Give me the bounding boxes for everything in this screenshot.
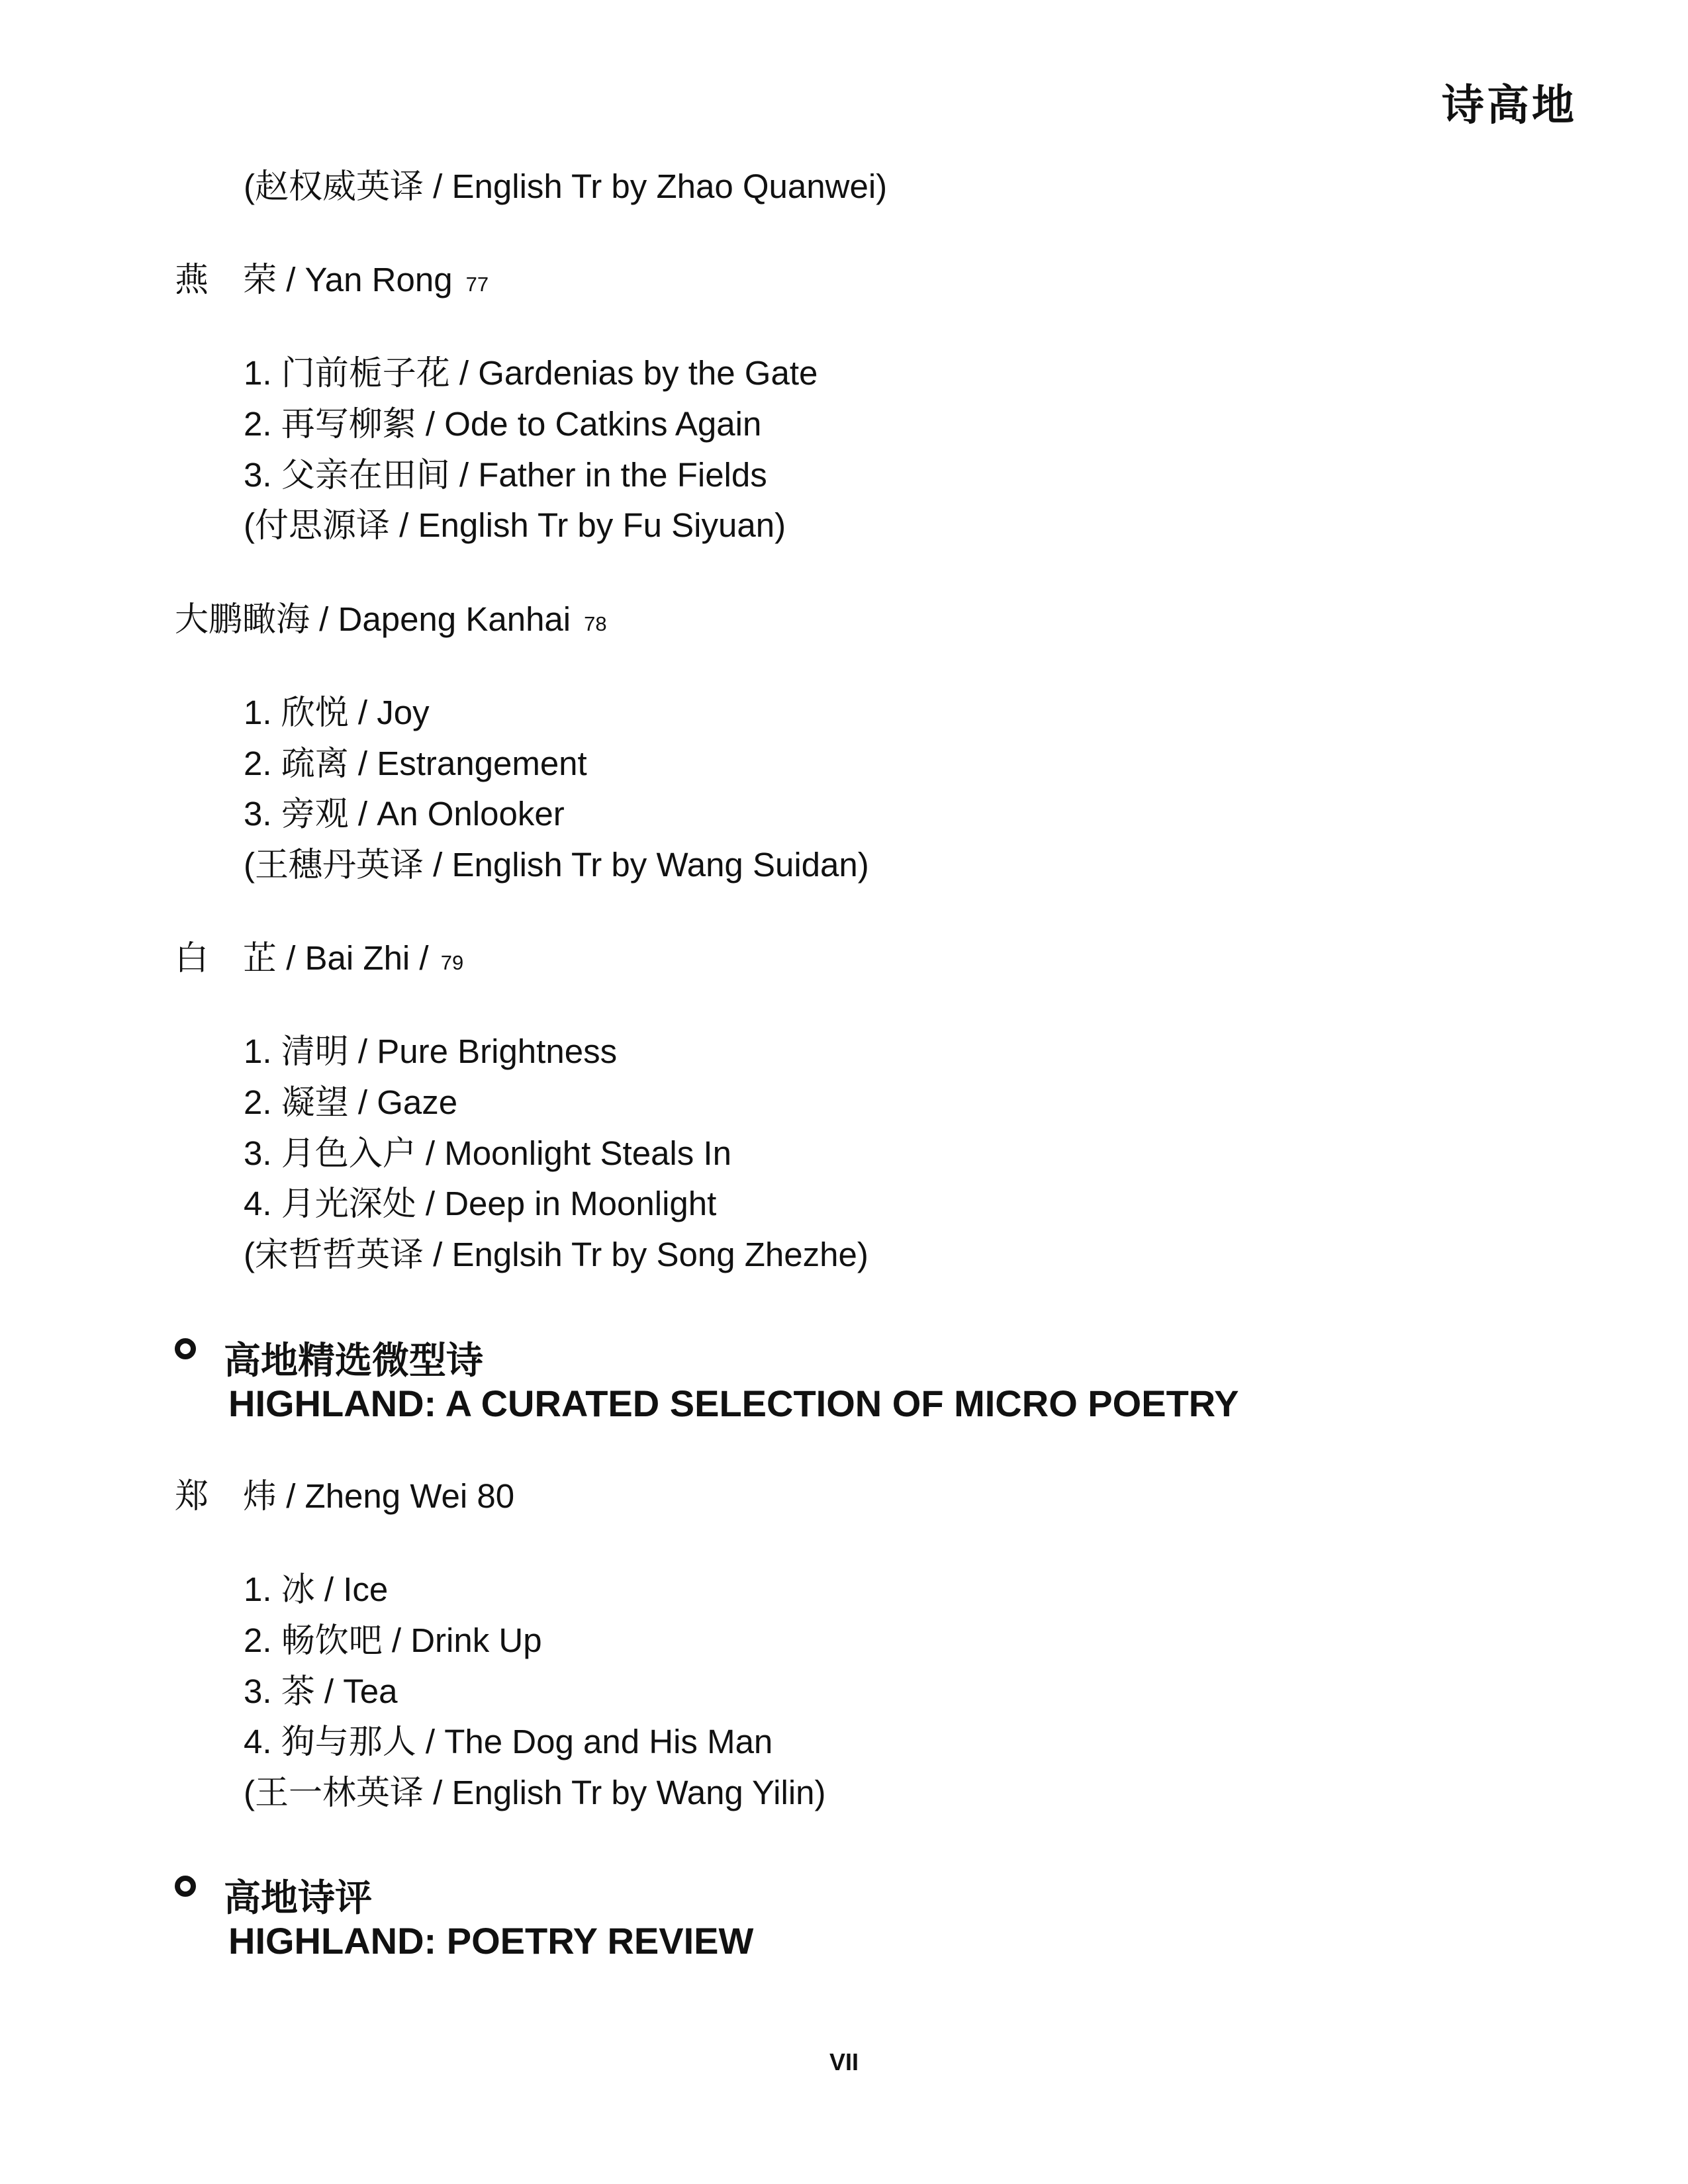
poem-item[interactable]: 2. 凝望 / Gaze (244, 1083, 458, 1121)
translator-credit: (王穗丹英译 / English Tr by Wang Suidan) (244, 846, 869, 884)
poem-item[interactable]: 3. 月色入户 / Moonlight Steals In (244, 1134, 731, 1172)
poem-item[interactable]: 2. 畅饮吧 / Drink Up (244, 1621, 542, 1659)
poet-name-zh-second: 炜 (243, 1477, 277, 1515)
poem-item[interactable]: 1. 欣悦 / Joy (244, 694, 430, 731)
section-bullet-icon (175, 1876, 196, 1897)
section-bullet-icon (175, 1338, 196, 1359)
poet-name-zh-second: 芷 (243, 939, 277, 977)
poem-item[interactable]: 2. 疏离 / Estrangement (244, 745, 587, 782)
poet-entry-dapeng-kanhai[interactable] (175, 602, 607, 636)
page-ref: 79 (440, 951, 464, 974)
journal-title: 诗高地 (1442, 81, 1577, 130)
poet-entry-bai-zhi[interactable] (175, 941, 463, 975)
poet-entry-zheng-wei[interactable] (175, 1479, 514, 1513)
poet-name-en: / Bai Zhi / (277, 939, 438, 977)
translator-credit: (王一林英译 / English Tr by Wang Yilin) (244, 1774, 826, 1811)
section-heading-en: HIGHLAND: A CURATED SELECTION OF MICRO POETRY (228, 1383, 1239, 1424)
poem-item[interactable]: 3. 旁观 / An Onlooker (244, 795, 565, 833)
poet-name-zh-first: 郑 (175, 1477, 209, 1515)
poet-name-zh-first: 白 (175, 939, 209, 977)
translator-credit: (宋哲哲英译 / Englsih Tr by Song Zhezhe) (244, 1236, 868, 1273)
page-number: VII (829, 2048, 859, 2075)
poem-item[interactable]: 1. 冰 / Ice (244, 1570, 389, 1608)
poet-entry-yan-rong[interactable] (175, 263, 489, 296)
poet-name-zh-first: 燕 (175, 261, 209, 298)
translator-credit: (付思源译 / English Tr by Fu Siyuan) (244, 506, 786, 544)
poem-item[interactable]: 3. 父亲在田间 / Father in the Fields (244, 456, 767, 494)
poem-item[interactable]: 1. 清明 / Pure Brightness (244, 1032, 618, 1070)
poet-name: 大鹏瞰海 / Dapeng Kanhai (175, 600, 571, 638)
poem-item[interactable]: 4. 狗与那人 / The Dog and His Man (244, 1723, 773, 1760)
poem-item[interactable]: 1. 门前栀子花 / Gardenias by the Gate (244, 354, 818, 392)
section-heading-en: HIGHLAND: POETRY REVIEW (228, 1920, 754, 1962)
poem-item[interactable]: 3. 茶 / Tea (244, 1672, 398, 1710)
translator-credit: (赵权威英译 / English Tr by Zhao Quanwei) (244, 167, 888, 205)
section-heading-zh: 高地精选微型诗 (224, 1340, 483, 1381)
page-ref: 78 (584, 612, 607, 635)
poem-item[interactable]: 4. 月光深处 / Deep in Moonlight (244, 1185, 717, 1222)
section-heading-zh: 高地诗评 (224, 1877, 372, 1919)
poet-name-en: / Zheng Wei 80 (277, 1477, 515, 1515)
poet-name-zh-second: 荣 (243, 261, 277, 298)
poet-name-en: / Yan Rong (277, 261, 453, 298)
page-ref: 77 (465, 273, 489, 296)
poem-item[interactable]: 2. 再写柳絮 / Ode to Catkins Again (244, 405, 762, 443)
